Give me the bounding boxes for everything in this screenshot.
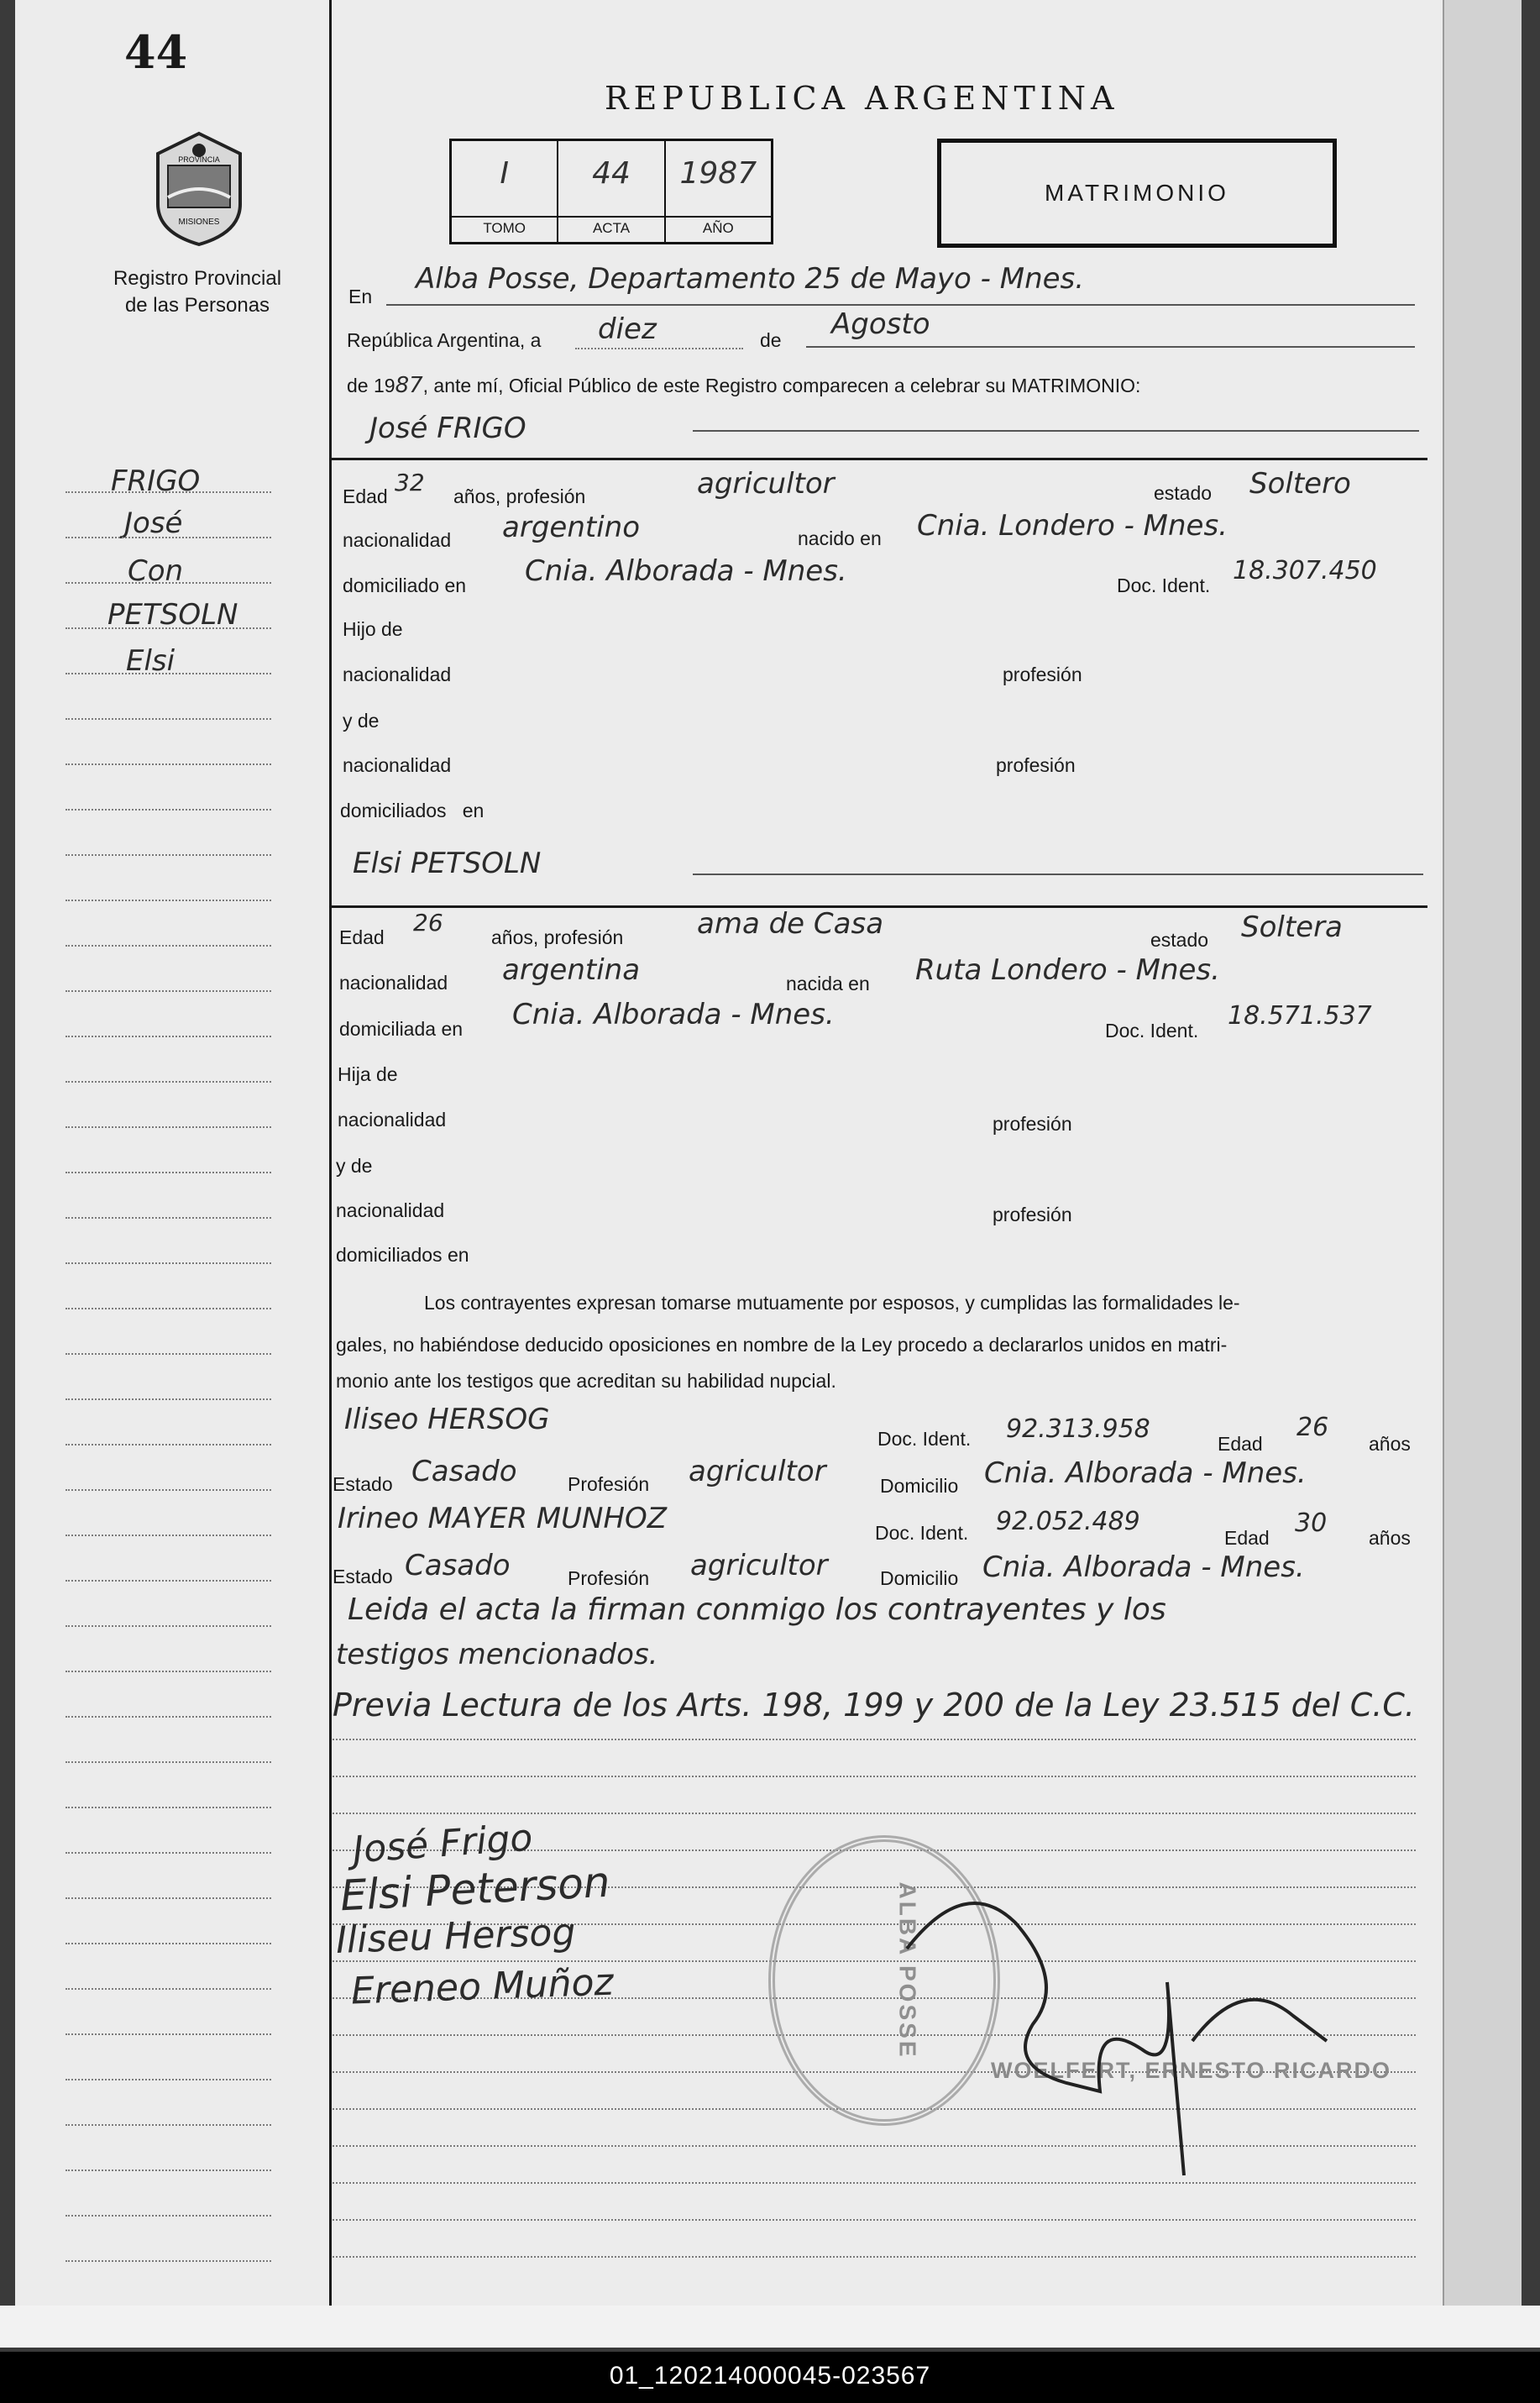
year-prefix: de 1987, ante mí, Oficial Público de este Registro comparecen a celebrar su MATRIMONIO: xyxy=(347,373,1141,398)
witness1-estado-label: Estado xyxy=(333,1473,393,1495)
margin-line xyxy=(65,1852,271,1854)
bride-father-prof-label: profesión xyxy=(993,1113,1072,1135)
acta-cell xyxy=(558,141,665,242)
groom-doc-label: Doc. Ident. xyxy=(1117,575,1211,596)
margin-line xyxy=(65,1353,271,1355)
margin-line xyxy=(65,491,271,493)
margin-line xyxy=(65,763,271,765)
groom-hijo-label: Hijo de xyxy=(343,618,403,640)
margin-con: Con xyxy=(128,554,184,588)
bride-domicilio: Cnia. Alborada - Mnes. xyxy=(512,998,835,1031)
witness2-estado-label: Estado xyxy=(333,1566,393,1587)
bride-name-header: Elsi PETSOLN xyxy=(353,847,542,880)
groom-name-header: José FRIGO xyxy=(369,412,526,445)
witness1-name: Iliseo HERSOG xyxy=(344,1403,550,1436)
groom-y-de-label: y de xyxy=(343,710,380,732)
official-stamp-name: WOELFERT, ERNESTO RICARDO xyxy=(991,2058,1392,2083)
margin-line xyxy=(65,2124,271,2126)
body-line xyxy=(333,2256,1416,2258)
groom-anos-profesion-label: años, profesión xyxy=(453,485,586,507)
province-emblem-icon xyxy=(149,130,249,248)
emblem-top-text: PROVINCIA xyxy=(178,155,220,164)
bride-nacida-label: nacida en xyxy=(786,973,870,994)
margin-line xyxy=(65,2079,271,2080)
page-number: 44 xyxy=(124,25,188,79)
bride-nacionalidad: argentina xyxy=(502,953,641,987)
groom-doc: 18.307.450 xyxy=(1233,556,1377,585)
margin-line xyxy=(65,1036,271,1037)
declaration-line3: monio ante los testigos que acreditan su habilidad nupcial. xyxy=(336,1370,836,1392)
de-label: de xyxy=(760,329,782,351)
groom-edad: 32 xyxy=(395,469,425,496)
year-suffix: 87 xyxy=(395,373,423,398)
witness1-domicilio-label: Domicilio xyxy=(880,1475,959,1497)
bride-estado-label: estado xyxy=(1150,929,1209,951)
groom-father-prof-label: profesión xyxy=(1003,664,1082,685)
margin-line xyxy=(65,673,271,674)
ano-cell xyxy=(666,141,771,242)
note-line1: Leida el acta la firman conmigo los contrayentes y los xyxy=(348,1592,1166,1627)
groom-mother-prof-label: profesión xyxy=(996,754,1076,776)
acta-label: ACTA xyxy=(558,216,663,237)
witness1-doc-label: Doc. Ident. xyxy=(877,1428,972,1450)
witness1-edad-label: Edad xyxy=(1218,1433,1263,1455)
margin-line xyxy=(65,1172,271,1173)
margin-line xyxy=(65,1625,271,1627)
margin-surname-groom: FRIGO xyxy=(111,464,201,498)
tomo-label: TOMO xyxy=(452,216,557,237)
bride-mother-prof-label: profesión xyxy=(993,1204,1072,1225)
margin-line xyxy=(65,1081,271,1083)
witness2-profesion: agricultor xyxy=(690,1549,828,1582)
bride-estado: Soltera xyxy=(1241,910,1343,944)
margin-line xyxy=(65,1716,271,1718)
signature-bride: Elsi Peterson xyxy=(338,1857,611,1921)
body-line xyxy=(333,2219,1416,2221)
bride-profesion: ama de Casa xyxy=(697,907,884,941)
margin-line xyxy=(65,1761,271,1763)
margin-line xyxy=(65,1535,271,1536)
witness2-profesion-label: Profesión xyxy=(568,1567,650,1589)
bride-edad-label: Edad xyxy=(339,926,385,948)
witness1-estado: Casado xyxy=(411,1455,517,1488)
tomo-value: I xyxy=(500,156,509,191)
body-line xyxy=(333,1813,1416,1814)
margin-surname-bride: PETSOLN xyxy=(107,598,238,632)
note-line3: Previa Lectura de los Arts. 198, 199 y 200 de la Ley 23.515 del C.C. xyxy=(333,1687,1415,1724)
image-caption: 01_120214000045-023567 xyxy=(0,2352,1540,2403)
margin-line xyxy=(65,945,271,947)
margin-line xyxy=(65,1943,271,1944)
margin-line xyxy=(65,1398,271,1400)
bride-hija-label: Hija de xyxy=(338,1063,398,1085)
margin-line xyxy=(65,1126,271,1128)
groom-nacionalidad: argentino xyxy=(502,511,640,544)
ano-value: 1987 xyxy=(679,156,757,191)
witness2-edad: 30 xyxy=(1295,1508,1328,1538)
witness2-doc-label: Doc. Ident. xyxy=(875,1522,969,1544)
acta-value: 44 xyxy=(592,156,631,191)
groom-dom-label: domiciliados en xyxy=(340,800,485,821)
witness1-anos-label: años xyxy=(1369,1433,1411,1455)
witness1-edad: 26 xyxy=(1296,1413,1329,1442)
registry-name-line1: Registro Provincial xyxy=(113,267,282,290)
bride-nacida: Ruta Londero - Mnes. xyxy=(915,953,1220,987)
margin-line xyxy=(65,2215,271,2217)
margin-line xyxy=(65,1308,271,1309)
witness2-domicilio: Cnia. Alborada - Mnes. xyxy=(982,1550,1305,1584)
body-line xyxy=(333,1739,1416,1740)
bride-dom-label: domiciliados en xyxy=(336,1244,469,1266)
margin-line xyxy=(65,1489,271,1491)
groom-mother-nac-label: nacionalidad xyxy=(343,754,452,776)
intro-statement: , ante mí, Oficial Público de este Registro comparecen a celebrar su MATRIMONIO: xyxy=(422,375,1141,396)
bride-doc: 18.571.537 xyxy=(1228,1001,1372,1031)
bride-domicilio-label: domiciliada en xyxy=(339,1018,464,1040)
groom-estado: Soltero xyxy=(1249,467,1351,501)
note-line2: testigos mencionados. xyxy=(336,1638,658,1671)
margin-line xyxy=(65,1444,271,1445)
bride-anos-profesion-label: años, profesión xyxy=(491,926,624,948)
country-title: REPUBLICA ARGENTINA xyxy=(605,80,1119,117)
margin-line xyxy=(65,1988,271,1990)
witness1-profesion-label: Profesión xyxy=(568,1473,650,1495)
bride-father-nac-label: nacionalidad xyxy=(338,1109,447,1131)
bride-mother-nac-label: nacionalidad xyxy=(336,1199,445,1221)
margin-line xyxy=(65,809,271,811)
margin-line xyxy=(65,2033,271,2035)
margin-line xyxy=(65,990,271,992)
witness2-edad-label: Edad xyxy=(1224,1527,1270,1549)
signature-witness2: Ereneo Muñoz xyxy=(350,1960,615,2013)
margin-line xyxy=(65,537,271,538)
signature-witness1: Iliseu Hersog xyxy=(335,1911,577,1962)
place-value: Alba Posse, Departamento 25 de Mayo - Mnes. xyxy=(416,262,1085,296)
margin-line xyxy=(65,1262,271,1264)
bride-doc-label: Doc. Ident. xyxy=(1105,1020,1199,1041)
ano-label: AÑO xyxy=(666,216,771,237)
groom-edad-label: Edad xyxy=(343,485,388,507)
republic-label: República Argentina, a xyxy=(347,329,542,351)
groom-domicilio-label: domiciliado en xyxy=(343,575,467,596)
witness2-name: Irineo MAYER MUNHOZ xyxy=(338,1502,668,1535)
margin-line xyxy=(65,1671,271,1672)
margin-line xyxy=(65,900,271,901)
bride-edad: 26 xyxy=(413,909,443,937)
margin-line xyxy=(65,1217,271,1219)
seal-place-text: ALBA POSSE xyxy=(894,1881,921,2059)
signature-groom: José Frigo xyxy=(351,1816,534,1872)
record-reference-box xyxy=(449,139,773,244)
margin-line xyxy=(65,1580,271,1582)
margin-line xyxy=(65,854,271,856)
groom-domicilio: Cnia. Alborada - Mnes. xyxy=(525,554,847,588)
record-type-box: MATRIMONIO xyxy=(937,139,1337,248)
groom-father-nac-label: nacionalidad xyxy=(343,664,452,685)
margin-line xyxy=(65,1807,271,1808)
groom-profesion: agricultor xyxy=(697,467,835,501)
official-signature-icon xyxy=(890,1873,1344,2184)
witness2-doc: 92.052.489 xyxy=(996,1507,1140,1536)
witness1-profesion: agricultor xyxy=(689,1455,826,1488)
witness1-doc: 92.313.958 xyxy=(1006,1414,1150,1444)
bride-nacionalidad-label: nacionalidad xyxy=(339,972,448,994)
margin-line xyxy=(65,718,271,720)
witness2-estado: Casado xyxy=(405,1549,511,1582)
margin-line xyxy=(65,2260,271,2262)
witness2-anos-label: años xyxy=(1369,1527,1411,1549)
tomo-cell xyxy=(452,141,558,242)
groom-nacido-label: nacido en xyxy=(798,527,882,549)
month-value: Agosto xyxy=(831,307,930,341)
declaration-line2: gales, no habiéndose deducido oposiciones en nombre de la Ley procedo a declararlos unidos en matri- xyxy=(336,1334,1228,1356)
margin-line xyxy=(65,1897,271,1899)
margin-line xyxy=(65,627,271,629)
body-line xyxy=(333,1776,1416,1777)
en-label: En xyxy=(348,286,373,307)
margin-name-bride: Elsi xyxy=(126,644,175,678)
groom-nacido: Cnia. Londero - Mnes. xyxy=(917,509,1228,543)
witness1-domicilio: Cnia. Alborada - Mnes. xyxy=(984,1456,1307,1490)
margin-line xyxy=(65,582,271,584)
witness2-domicilio-label: Domicilio xyxy=(880,1567,959,1589)
margin-divider xyxy=(329,0,332,2306)
groom-nacionalidad-label: nacionalidad xyxy=(343,529,452,551)
margin-line xyxy=(65,2170,271,2171)
bride-y-de-label: y de xyxy=(336,1155,373,1177)
margin-name-groom: José xyxy=(124,506,183,540)
groom-estado-label: estado xyxy=(1154,482,1213,504)
page-bottom-band xyxy=(0,2306,1540,2348)
emblem-bottom-text: MISIONES xyxy=(178,218,220,227)
registry-name-line2: de las Personas xyxy=(124,294,270,317)
page-edge xyxy=(1443,0,1522,2318)
declaration-line1: Los contrayentes expresan tomarse mutuamente por esposos, y cumplidas las formalidades le- xyxy=(424,1292,1240,1314)
day-value: diez xyxy=(598,312,657,346)
